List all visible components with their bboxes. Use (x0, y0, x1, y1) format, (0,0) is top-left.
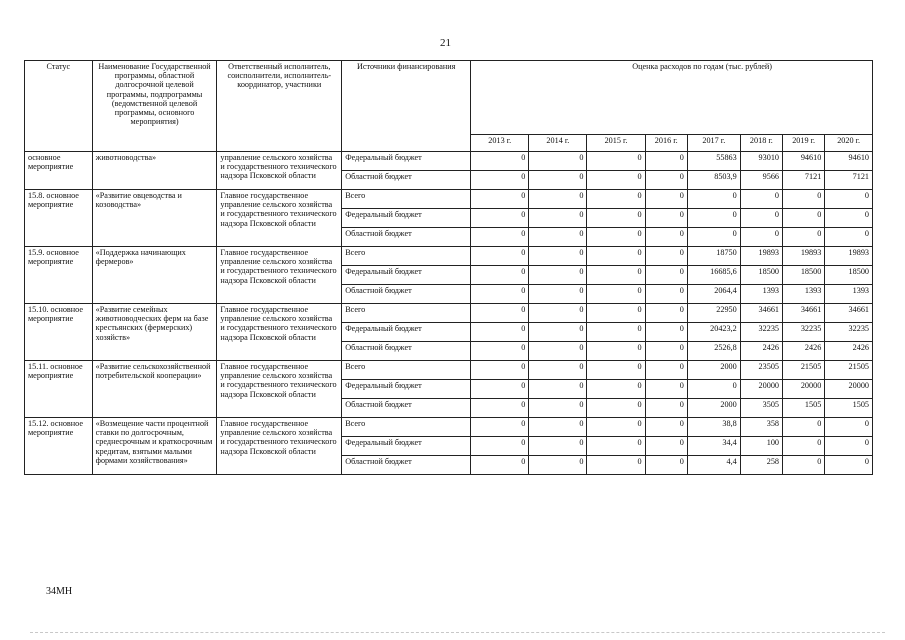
value-cell: 55863 (687, 152, 740, 171)
value-cell: 0 (529, 190, 587, 209)
row-source: Областной бюджет (342, 285, 471, 304)
table-row (25, 418, 873, 437)
budget-table (24, 60, 873, 475)
header-year: 2018 г. (740, 135, 782, 152)
value-cell: 34661 (783, 304, 825, 323)
value-cell: 0 (825, 437, 873, 456)
row-status: основное мероприятие (25, 152, 93, 190)
value-cell: 34661 (740, 304, 782, 323)
row-executor: Главное государственное управление сельского хозяйства и государственного технического надзора Псковской области (217, 304, 342, 361)
value-cell: 0 (645, 456, 687, 475)
value-cell: 2000 (687, 361, 740, 380)
value-cell: 0 (529, 361, 587, 380)
header-row (25, 61, 873, 135)
value-cell: 0 (471, 361, 529, 380)
row-status: 15.10. основное мероприятие (25, 304, 93, 361)
value-cell: 8503,9 (687, 171, 740, 190)
value-cell: 0 (471, 266, 529, 285)
value-cell: 16685,6 (687, 266, 740, 285)
value-cell: 0 (783, 456, 825, 475)
row-executor: Главное государственное управление сельского хозяйства и государственного технического надзора Псковской области (217, 361, 342, 418)
value-cell: 0 (529, 418, 587, 437)
value-cell: 32235 (783, 323, 825, 342)
value-cell: 0 (687, 380, 740, 399)
value-cell: 34,4 (687, 437, 740, 456)
row-source: Всего (342, 190, 471, 209)
value-cell: 0 (587, 171, 645, 190)
value-cell: 18750 (687, 247, 740, 266)
page-number: 21 (440, 37, 451, 49)
value-cell: 0 (825, 418, 873, 437)
row-source: Федеральный бюджет (342, 323, 471, 342)
value-cell: 0 (529, 266, 587, 285)
value-cell: 0 (471, 209, 529, 228)
value-cell: 0 (645, 228, 687, 247)
value-cell: 0 (645, 380, 687, 399)
value-cell: 0 (471, 285, 529, 304)
header-year: 2019 г. (783, 135, 825, 152)
table-row (25, 361, 873, 380)
value-cell: 0 (645, 209, 687, 228)
value-cell: 0 (471, 342, 529, 361)
value-cell: 0 (587, 285, 645, 304)
document-code: 34МН (46, 586, 73, 597)
value-cell: 0 (587, 361, 645, 380)
value-cell: 0 (645, 171, 687, 190)
header-year: 2013 г. (471, 135, 529, 152)
value-cell: 32235 (740, 323, 782, 342)
value-cell: 0 (529, 247, 587, 266)
value-cell: 94610 (825, 152, 873, 171)
value-cell: 0 (529, 437, 587, 456)
value-cell: 0 (587, 437, 645, 456)
value-cell: 1505 (825, 399, 873, 418)
value-cell: 0 (471, 247, 529, 266)
value-cell: 0 (645, 285, 687, 304)
row-status: 15.11. основное мероприятие (25, 361, 93, 418)
value-cell: 2426 (783, 342, 825, 361)
table-row (25, 190, 873, 209)
value-cell: 0 (587, 247, 645, 266)
value-cell: 0 (471, 152, 529, 171)
row-executor: Главное государственное управление сельского хозяйства и государственного технического надзора Псковской области (217, 190, 342, 247)
row-source: Федеральный бюджет (342, 209, 471, 228)
header-status: Статус (25, 61, 93, 152)
value-cell: 0 (825, 190, 873, 209)
value-cell: 0 (587, 399, 645, 418)
value-cell: 1393 (825, 285, 873, 304)
row-status: 15.9. основное мероприятие (25, 247, 93, 304)
value-cell: 0 (645, 190, 687, 209)
value-cell: 0 (471, 304, 529, 323)
value-cell: 38,8 (687, 418, 740, 437)
value-cell: 20423,2 (687, 323, 740, 342)
value-cell: 0 (740, 228, 782, 247)
value-cell: 0 (471, 323, 529, 342)
value-cell: 0 (645, 361, 687, 380)
table-row (25, 247, 873, 266)
value-cell: 0 (529, 399, 587, 418)
value-cell: 2064,4 (687, 285, 740, 304)
value-cell: 2426 (825, 342, 873, 361)
value-cell: 0 (587, 418, 645, 437)
header-executor: Ответственный исполнитель, соисполнители, исполнитель-координатор, участники (217, 61, 342, 152)
value-cell: 0 (529, 456, 587, 475)
row-source: Всего (342, 247, 471, 266)
value-cell: 0 (645, 323, 687, 342)
value-cell: 20000 (783, 380, 825, 399)
value-cell: 3505 (740, 399, 782, 418)
value-cell: 0 (587, 266, 645, 285)
value-cell: 0 (645, 304, 687, 323)
row-source: Областной бюджет (342, 456, 471, 475)
value-cell: 0 (740, 209, 782, 228)
table-row (25, 152, 873, 171)
value-cell: 0 (587, 190, 645, 209)
value-cell: 0 (825, 228, 873, 247)
value-cell: 0 (471, 399, 529, 418)
value-cell: 94610 (783, 152, 825, 171)
value-cell: 0 (529, 323, 587, 342)
value-cell: 2526,8 (687, 342, 740, 361)
value-cell: 0 (645, 152, 687, 171)
row-executor: управление сельского хозяйства и государственного технического надзора Псковской области (217, 152, 342, 190)
value-cell: 0 (740, 190, 782, 209)
value-cell: 0 (471, 171, 529, 190)
row-source: Всего (342, 361, 471, 380)
value-cell: 4,4 (687, 456, 740, 475)
value-cell: 0 (587, 323, 645, 342)
row-source: Федеральный бюджет (342, 266, 471, 285)
value-cell: 21505 (825, 361, 873, 380)
header-name: Наименование Государственной программы, областной долгосрочной целевой программы, подпрограммы (ведомственной целевой программы, основного мероприятия) (92, 61, 217, 152)
header-year: 2015 г. (587, 135, 645, 152)
value-cell: 0 (587, 304, 645, 323)
value-cell: 0 (529, 285, 587, 304)
value-cell: 0 (645, 266, 687, 285)
value-cell: 0 (529, 171, 587, 190)
value-cell: 0 (645, 399, 687, 418)
value-cell: 0 (529, 304, 587, 323)
value-cell: 0 (529, 342, 587, 361)
value-cell: 0 (687, 209, 740, 228)
table-row (25, 304, 873, 323)
value-cell: 0 (825, 456, 873, 475)
value-cell: 358 (740, 418, 782, 437)
value-cell: 258 (740, 456, 782, 475)
value-cell: 19893 (825, 247, 873, 266)
value-cell: 0 (471, 456, 529, 475)
value-cell: 23505 (740, 361, 782, 380)
value-cell: 34661 (825, 304, 873, 323)
value-cell: 7121 (825, 171, 873, 190)
value-cell: 19893 (783, 247, 825, 266)
row-source: Областной бюджет (342, 171, 471, 190)
value-cell: 0 (587, 342, 645, 361)
value-cell: 0 (587, 380, 645, 399)
value-cell: 0 (529, 209, 587, 228)
value-cell: 0 (645, 437, 687, 456)
value-cell: 0 (645, 247, 687, 266)
row-source: Федеральный бюджет (342, 380, 471, 399)
row-source: Областной бюджет (342, 342, 471, 361)
row-source: Федеральный бюджет (342, 437, 471, 456)
row-source: Федеральный бюджет (342, 152, 471, 171)
value-cell: 7121 (783, 171, 825, 190)
row-status: 15.12. основное мероприятие (25, 418, 93, 475)
value-cell: 0 (783, 190, 825, 209)
value-cell: 1505 (783, 399, 825, 418)
value-cell: 0 (783, 437, 825, 456)
header-estimate: Оценка расходов по годам (тыс. рублей) (471, 61, 873, 135)
value-cell: 19893 (740, 247, 782, 266)
row-name: «Возмещение части процентной ставки по долгосрочным, среднесрочным и краткосрочным кредитам, взятыми малыми формами хозяйствования» (92, 418, 217, 475)
value-cell: 0 (529, 380, 587, 399)
row-name: «Развитие сельскохозяйственной потребительской кооперации» (92, 361, 217, 418)
row-source: Областной бюджет (342, 399, 471, 418)
row-executor: Главное государственное управление сельского хозяйства и государственного технического надзора Псковской области (217, 418, 342, 475)
value-cell: 21505 (783, 361, 825, 380)
value-cell: 1393 (783, 285, 825, 304)
row-name: «Поддержка начинающих фермеров» (92, 247, 217, 304)
value-cell: 0 (587, 209, 645, 228)
value-cell: 100 (740, 437, 782, 456)
value-cell: 0 (471, 228, 529, 247)
row-source: Всего (342, 304, 471, 323)
row-status: 15.8. основное мероприятие (25, 190, 93, 247)
row-source: Областной бюджет (342, 228, 471, 247)
value-cell: 0 (587, 456, 645, 475)
value-cell: 0 (529, 228, 587, 247)
value-cell: 32235 (825, 323, 873, 342)
header-year: 2020 г. (825, 135, 873, 152)
value-cell: 0 (471, 437, 529, 456)
value-cell: 0 (783, 228, 825, 247)
value-cell: 0 (645, 342, 687, 361)
value-cell: 0 (471, 190, 529, 209)
header-year: 2014 г. (529, 135, 587, 152)
value-cell: 20000 (825, 380, 873, 399)
row-name: животноводства» (92, 152, 217, 190)
value-cell: 93010 (740, 152, 782, 171)
value-cell: 0 (687, 190, 740, 209)
value-cell: 18500 (825, 266, 873, 285)
row-name: «Развитие семейных животноводческих ферм на базе крестьянских (фермерских) хозяйств» (92, 304, 217, 361)
value-cell: 18500 (740, 266, 782, 285)
row-executor: Главное государственное управление сельского хозяйства и государственного технического надзора Псковской области (217, 247, 342, 304)
value-cell: 20000 (740, 380, 782, 399)
value-cell: 22950 (687, 304, 740, 323)
value-cell: 0 (645, 418, 687, 437)
header-year: 2017 г. (687, 135, 740, 152)
value-cell: 0 (687, 228, 740, 247)
value-cell: 0 (587, 152, 645, 171)
value-cell: 0 (587, 228, 645, 247)
value-cell: 0 (783, 209, 825, 228)
header-source: Источники финансирования (342, 61, 471, 152)
value-cell: 9566 (740, 171, 782, 190)
value-cell: 0 (471, 380, 529, 399)
scan-artifact-line (30, 632, 885, 633)
row-name: «Развитие овцеводства и козоводства» (92, 190, 217, 247)
header-year: 2016 г. (645, 135, 687, 152)
value-cell: 18500 (783, 266, 825, 285)
value-cell: 1393 (740, 285, 782, 304)
value-cell: 0 (471, 418, 529, 437)
value-cell: 0 (529, 152, 587, 171)
value-cell: 0 (783, 418, 825, 437)
value-cell: 2000 (687, 399, 740, 418)
value-cell: 0 (825, 209, 873, 228)
value-cell: 2426 (740, 342, 782, 361)
row-source: Всего (342, 418, 471, 437)
